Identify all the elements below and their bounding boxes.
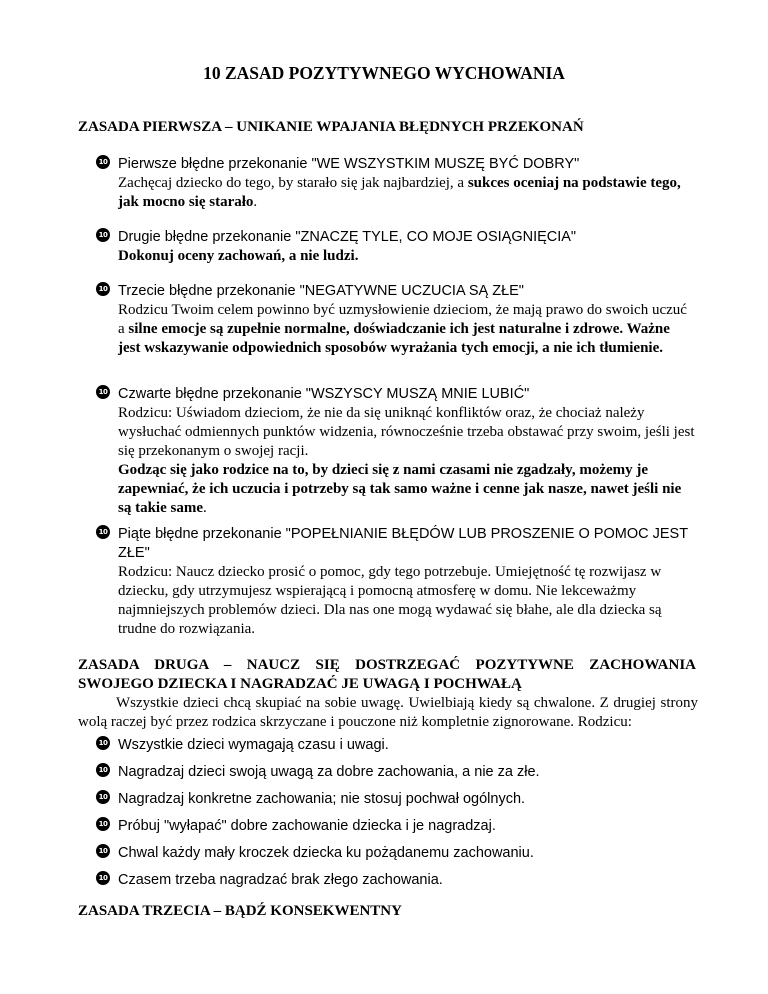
item-head: Piąte błędne przekonanie "POPEŁNIANIE BŁĘDÓW LUB PROSZENIE O POMOC JEST ZŁE" (118, 526, 688, 561)
section-heading-2-line1: ZASADA DRUGA – NAUCZ SIĘ DOSTRZEGAĆ POZYTYWNE ZACHOWANIA (78, 657, 696, 673)
section-2-intro (78, 694, 698, 732)
bullet-icon: 10 (96, 817, 110, 831)
section-heading-3: ZASADA TRZECIA – BĄDŹ KONSEKWENTNY (78, 903, 402, 919)
item-text: Wszystkie dzieci wymagają czasu i uwagi. (118, 737, 389, 753)
bullet-icon: 10 (96, 282, 110, 296)
item-body-bold: sukces oceniaj na podstawie tego, jak mocno się starało (118, 175, 681, 210)
item-body: Rodzicu Twoim celem powinno być uzmysłowienie dzieciom, że mają prawo do swoich uczuć a (118, 302, 687, 337)
list-item (96, 155, 696, 212)
bullet-icon: 10 (96, 525, 110, 539)
list-item (96, 282, 696, 358)
bullet-icon: 10 (96, 871, 110, 885)
section-heading-2-line2: SWOJEGO DZIECKA I NAGRADZAĆ JE UWAGĄ I POCHWAŁĄ (78, 676, 522, 692)
list-item (96, 871, 696, 890)
item-body-bold: Godząc się jako rodzice na to, by dzieci się z nami czasami nie zgadzały, możemy je zapewniać, że ich uczucia i potrzeby są tak samo ważne i cenne jak nasze, nawet jeśli nie są takie same (118, 462, 682, 516)
list-item (96, 763, 696, 782)
item-head: Trzecie błędne przekonanie "NEGATYWNE UCZUCIA SĄ ZŁE" (118, 283, 524, 299)
bullet-icon: 10 (96, 736, 110, 750)
bullet-icon: 10 (96, 385, 110, 399)
item-body: Rodzicu: Uświadom dzieciom, że nie da się uniknąć konfliktów oraz, że chociaż należy wysłuchać odmiennych punktów widzenia, równocześnie trzeba obstawać przy swoim, jeśli jest się przekonanym o swojej racji. (118, 405, 695, 459)
bullet-icon: 10 (96, 155, 110, 169)
item-body-bold: silne emocje są zupełnie normalne, doświadczanie ich jest naturalne i zdrowe. Ważne jest wskazywanie odpowiednich sposobów wyrażania tych emocji, a nie ich tłumienie. (118, 321, 670, 356)
item-text: Chwal każdy mały kroczek dziecka ku pożądanemu zachowaniu. (118, 845, 534, 861)
bullet-icon: 10 (96, 763, 110, 777)
item-head: Czwarte błędne przekonanie "WSZYSCY MUSZĄ MNIE LUBIĆ" (118, 386, 530, 402)
item-body: Zachęcaj dziecko do tego, by starało się jak najbardziej, a (118, 175, 468, 191)
list-item (96, 385, 696, 518)
section-2-intro-text: Wszystkie dzieci chcą skupiać na sobie uwagę. Uwielbiają kiedy są chwalone. Z drugiej strony wolą raczej być przez rodzica skrzyczane i pouczone niż kompletnie zignorowane. Rodzicu: (78, 695, 698, 730)
list-item (96, 736, 696, 755)
document-title: 10 ZASAD POZYTYWNEGO WYCHOWANIA (203, 63, 565, 83)
item-text: Czasem trzeba nagradzać brak złego zachowania. (118, 872, 443, 888)
bullet-icon: 10 (96, 228, 110, 242)
item-body-end: . (203, 500, 207, 516)
section-heading-1: ZASADA PIERWSZA – UNIKANIE WPAJANIA BŁĘDNYCH PRZEKONAŃ (78, 119, 584, 135)
list-item (96, 228, 696, 266)
item-body-end: . (253, 194, 258, 210)
list-item (96, 525, 696, 639)
item-body-bold: Dokonuj oceny zachowań, a nie ludzi. (118, 248, 359, 264)
item-body: Rodzicu: Naucz dziecko prosić o pomoc, gdy tego potrzebuje. Umiejętność tę rozwijasz w dziecku, gdy utrzymujesz wspierającą i pomocną atmosferę w domu. Nie lekceważmy najmniejszych problemów dzieci. Dla nas one mogą wydawać się błahe, ale dla dziecka są trudne do rozwiązania. (118, 564, 662, 637)
item-text: Nagradzaj konkretne zachowania; nie stosuj pochwał ogólnych. (118, 791, 526, 807)
item-head: Pierwsze błędne przekonanie "WE WSZYSTKIM MUSZĘ BYĆ DOBRY" (118, 156, 580, 172)
item-head: Drugie błędne przekonanie "ZNACZĘ TYLE, CO MOJE OSIĄGNIĘCIA" (118, 229, 577, 245)
section-heading-2 (78, 656, 696, 694)
bullet-icon: 10 (96, 790, 110, 804)
item-text: Próbuj "wyłapać" dobre zachowanie dziecka i je nagradzaj. (118, 818, 496, 834)
list-item (96, 817, 696, 836)
item-text: Nagradzaj dzieci swoją uwagą za dobre zachowania, a nie za złe. (118, 764, 540, 780)
list-item (96, 844, 696, 863)
bullet-icon: 10 (96, 844, 110, 858)
list-item (96, 790, 696, 809)
